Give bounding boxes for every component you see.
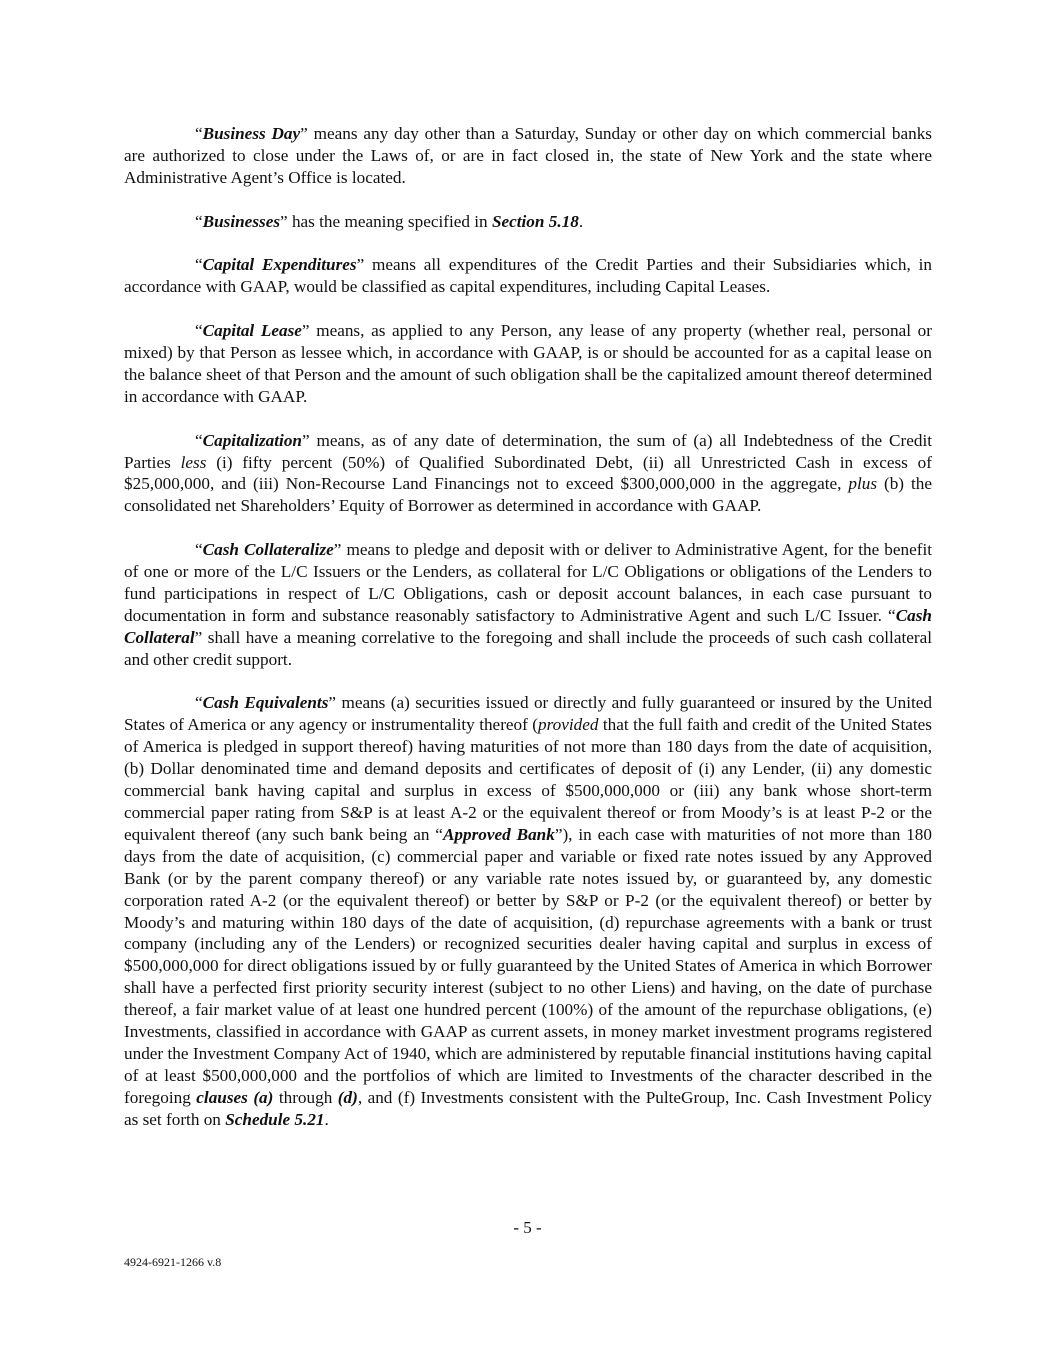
emphasis-plus: plus [848,474,878,494]
defined-term: Cash Equivalents [202,693,329,713]
definition-cash-collateralize: “Cash Collateralize” means to pledge and deposit with or deliver to Administrative Agent, for the benefit of one or more of the L/C Issuers or the Lenders, as collateral for L/C Obligations or obligations of the Lenders to fund participations in respect of L/C Obligations, cash or deposit account balances, in each case pursuant to documentation in form and substance reasonably satisfactory to Administrative Agent and such L/C Issuer. “Cash Collateral” shall have a meaning correlative to the foregoing and shall include the proceeds of such cash collateral and other credit support. [124,540,932,669]
defined-term: Capitalization [202,430,302,450]
defined-term: Business Day [202,124,301,143]
emphasis-less: less [180,452,207,472]
defined-term-secondary: Approved Bank [442,824,555,844]
definition-cash-equivalents: “Cash Equivalents” means (a) securities issued or directly and fully guaranteed or insured by the United States of America or any agency or instrumentality thereof (provided that the full faith and credit of the United States of America is pledged in support thereof) having maturities of not more than 180 days from the date of acquisition, (b) Dollar denominated time and demand deposits and certificates of deposit of (i) any Lender, (ii) any domestic commercial bank having capital and surplus in excess of $500,000,000 or (iii) any bank whose short-term commercial paper rating from S&P is at least A-2 or the equivalent thereof or from Moody’s is at least P-2 or the equivalent thereof (any such bank being an “Approved Bank”), in each case with maturities of not more than 180 days from the date of acquisition, (c) commercial paper and variable or fixed rate notes issued by any Approved Bank (or by the parent company thereof) or any variable rate notes issued by, or guaranteed by, any domestic corporation rated A-2 (or the equivalent thereof) or better by S&P or P-2 (or the equivalent thereof) or better by Moody’s and maturing within 180 days of the date of acquisition, (d) repurchase agreements with a bank or trust company (including any of the Lenders) or recognized securities dealer having capital and surplus in excess of $500,000,000 for direct obligations issued by or fully guaranteed by the United States of America in which Borrower shall have a perfected first priority security interest (subject to no other Liens) and having, on the date of purchase thereof, a fair market value of at least one hundred percent (100%) of the amount of the repurchase obligations, (e) Investments, classified in accordance with GAAP as current assets, in money market investment programs registered under the Investment Company Act of 1940, which are administered by reputable financial institutions having capital of at least $500,000,000 and the portfolios of which are limited to Investments of the character described in the foregoing clauses (a) through (d), and (f) Investments consistent with the PulteGroup, Inc. Cash Investment Policy as set forth on Schedule 5.21. [124,693,933,1129]
definition-text: , and (f) Investments consistent with the PulteGroup, Inc. Cash Investment Policy as set forth on [124,1087,933,1129]
definition-text: ”), in each case with maturities of not more than 180 days from the date of acquisition, (c) commercial paper and variable or fixed rate notes issued by any Approved Bank (or by the parent company thereof) or any variable rate notes issued by, or guaranteed by, any domestic corporation rated A-2 (or the equivalent thereof) or better by S&P or P-2 (or the equivalent thereof) or better by Moody’s and maturing within 180 days of the date of acquisition, (d) repurchase agreements with a bank or trust company (including any of the Lenders) or recognized securities dealer having capital and surplus in excess of $500,000,000 for direct obligations issued by or fully guaranteed by the United States of America in which Borrower shall have a perfected first priority security interest (subject to no other Liens) and having, on the date of purchase thereof, a fair market value of at least one hundred percent (100%) of the amount of the repurchase obligations, (e) Investments, classified in accordance with GAAP as current assets, in money market investment programs registered under the Investment Company Act of 1940, which are administered by reputable financial institutions having capital of at least $500,000,000 and the portfolios of which are limited to Investments of the character described in the foregoing [124,824,932,1107]
section-reference: Section 5.18 [491,211,579,231]
definition-text: ” shall have a meaning correlative to the foregoing and shall include the proceeds of such cash collateral and other credit support. [124,627,932,669]
definition-text: (i) fifty percent (50%) of Qualified Subordinated Debt, (ii) all Unrestricted Cash in excess of $25,000,000, and (iii) Non-Recourse Land Financings not to exceed $300,000,000 in the aggregate, [124,452,932,494]
definition-text: (b) the consolidated net Shareholders’ Equity of Borrower as determined in accordance with GAAP. [124,474,932,516]
definition-text: ” means all expenditures of the Credit Parties and their Subsidiaries which, in accordance with GAAP, would be classified as capital expenditures, including Capital Leases. [124,255,932,297]
defined-term: Businesses [202,211,281,231]
definition-capital-expenditures: “Capital Expenditures” means all expenditures of the Credit Parties and their Subsidiaries which, in accordance with GAAP, would be classified as capital expenditures, including Capital Leases. [124,255,932,297]
definition-text: ” means, as of any date of determination, the sum of (a) all Indebtedness of the Credit Parties [124,430,932,472]
document-body [124,123,932,1152]
document-id: 4924-6921-1266 v.8 [124,1255,222,1269]
definition-capitalization: “Capitalization” means, as of any date of determination, the sum of (a) all Indebtedness of the Credit Parties less (i) fifty percent (50%) of Qualified Subordinated Debt, (ii) all Unrestricted Cash in excess of $25,000,000, and (iii) Non-Recourse Land Financings not to exceed $300,000,000 in the aggregate, plus (b) the consolidated net Shareholders’ Equity of Borrower as determined in accordance with GAAP. [124,430,932,516]
definition-text: ” means, as applied to any Person, any lease of any property (whether real, personal or mixed) by that Person as lessee which, in accordance with GAAP, is or should be accounted for as a capital lease on the balance sheet of that Person and the amount of such obligation shall be the capitalized amount thereof determined in accordance with GAAP. [124,321,932,406]
schedule-reference: Schedule 5.21 [225,1109,325,1129]
clause-reference: clauses (a) [196,1087,274,1107]
definition-business-day: “Business Day” means any day other than a Saturday, Sunday or other day on which commercial banks are authorized to close under the Laws of, or are in fact closed in, the state of New York and the state where Administrative Agent’s Office is located. [124,124,932,187]
definition-text: . [324,1109,329,1129]
definition-text: ” means any day other than a Saturday, Sunday or other day on which commercial banks are authorized to close under the Laws of, or are in fact closed in, the state of New York and the state where Administrative Agent’s Office is located. [124,124,932,187]
defined-term: Capital Lease [202,321,302,341]
definition-text: through [273,1087,338,1107]
emphasis-provided: provided [538,715,599,735]
definition-businesses: “Businesses” has the meaning specified in Section 5.18. [195,211,584,231]
clause-reference: (d) [337,1087,358,1107]
defined-term-secondary: Cash Collateral [124,605,932,647]
definition-text: that the full faith and credit of the United States of America is pledged in support thereof) having maturities of not more than 180 days from the date of acquisition, (b) Dollar denominated time and demand deposits and certificates of deposit of (i) any Lender, (ii) any domestic commercial bank having capital and surplus in excess of $500,000,000 or (iii) any bank whose short-term commercial paper rating from S&P is at least A-2 or the equivalent thereof or from Moody’s is at least P-2 or the equivalent thereof (any such bank being an “ [124,715,932,844]
definition-text: ” means (a) securities issued or directly and fully guaranteed or insured by the United States of America or any agency or instrumentality thereof ( [124,693,932,735]
defined-term: Capital Expenditures [202,255,357,275]
definition-text: ” means to pledge and deposit with or deliver to Administrative Agent, for the benefit of one or more of the L/C Issuers or the Lenders, as collateral for L/C Obligations or obligations of the Lenders to fund participations in respect of L/C Obligations, cash or deposit account balances, in each case pursuant to documentation in form and substance reasonably satisfactory to Administrative Agent and such L/C Issuer. “ [124,540,932,625]
defined-term: Cash Collateralize [202,540,334,560]
definition-capital-lease: “Capital Lease” means, as applied to any Person, any lease of any property (whether real, personal or mixed) by that Person as lessee which, in accordance with GAAP, is or should be accounted for as a capital lease on the balance sheet of that Person and the amount of such obligation shall be the capitalized amount thereof determined in accordance with GAAP. [124,321,932,406]
definition-text: ” has the meaning specified in [280,211,492,231]
page-number: - 5 - [513,1218,542,1237]
